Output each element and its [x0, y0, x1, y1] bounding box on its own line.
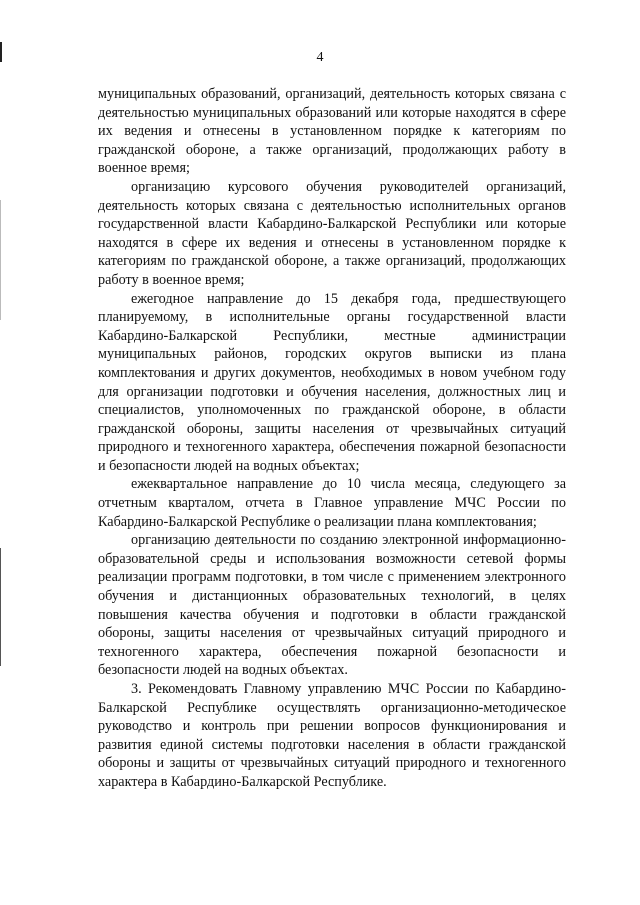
- paragraph-electronic-environment: организацию деятельности по созданию электронной информационно-образовательной среды и использования возможности сетевой формы реализации программ подготовки, в том числе с применением электронного обучения и дистанционных образовательных технологий, в целях повышения качества обучения и подготовки в области гражданской обороны, защиты населения от чрезвычайных ситуаций природного и техногенного характера, обеспечения пожарной безопасности и безопасности людей на водных объектах.: [98, 532, 566, 679]
- paragraph-course-training: организацию курсового обучения руководителей организаций, деятельность которых связана с деятельностью исполнительных органов государственной власти Кабардино-Балкарской Республики или которые находятся в сфере их ведения и отнесены в установленном порядке к категориям по гражданской обороне, а также организаций, продолжающих работу в военное время;: [98, 178, 566, 288]
- scan-edge-mark: [0, 200, 1, 320]
- paragraph-annual-direction: ежегодное направление до 15 декабря года, предшествующего планируемому, в исполнительные органы государственной власти Кабардино-Балкарской Республики, местные администрации муниципальных районов, городских округов выписки из плана комплектования и других документов, необходимых в новом учебном году для организации подготовки и обучения населения, должностных лиц и специалистов, уполномоченных по гражданской обороне, в области гражданской обороны, защиты населения от чрезвычайных ситуаций природного и техногенного характера, обеспечения пожарной безопасности и безопасности людей на водных объектах;: [98, 290, 566, 474]
- paragraph-continuation: муниципальных образований, организаций, деятельность которых связана с деятельностью муниципальных образований или которые находятся в сфере их ведения и отнесены в установленном порядке к категориям по гражданской обороне, а также организаций, продолжающих работу в военное время;: [98, 86, 566, 177]
- paragraph-recommendation-3: 3. Рекомендовать Главному управлению МЧС России по Кабардино-Балкарской Республике осуществлять организационно-методическое руководство и контроль при решении вопросов функционирования и развития единой системы подготовки населения в области гражданской обороны и защиты от чрезвычайных ситуаций природного и техногенного характера в Кабардино-Балкарской Республике.: [98, 681, 566, 790]
- scan-edge-mark: [0, 548, 1, 666]
- page-number: 4: [316, 50, 324, 65]
- paragraph-quarterly-report: ежеквартальное направление до 10 числа месяца, следующего за отчетным кварталом, отчета в Главное управление МЧС России по Кабардино-Балкарской Республике о реализации плана комплектования;: [98, 476, 566, 530]
- document-body: [98, 85, 566, 792]
